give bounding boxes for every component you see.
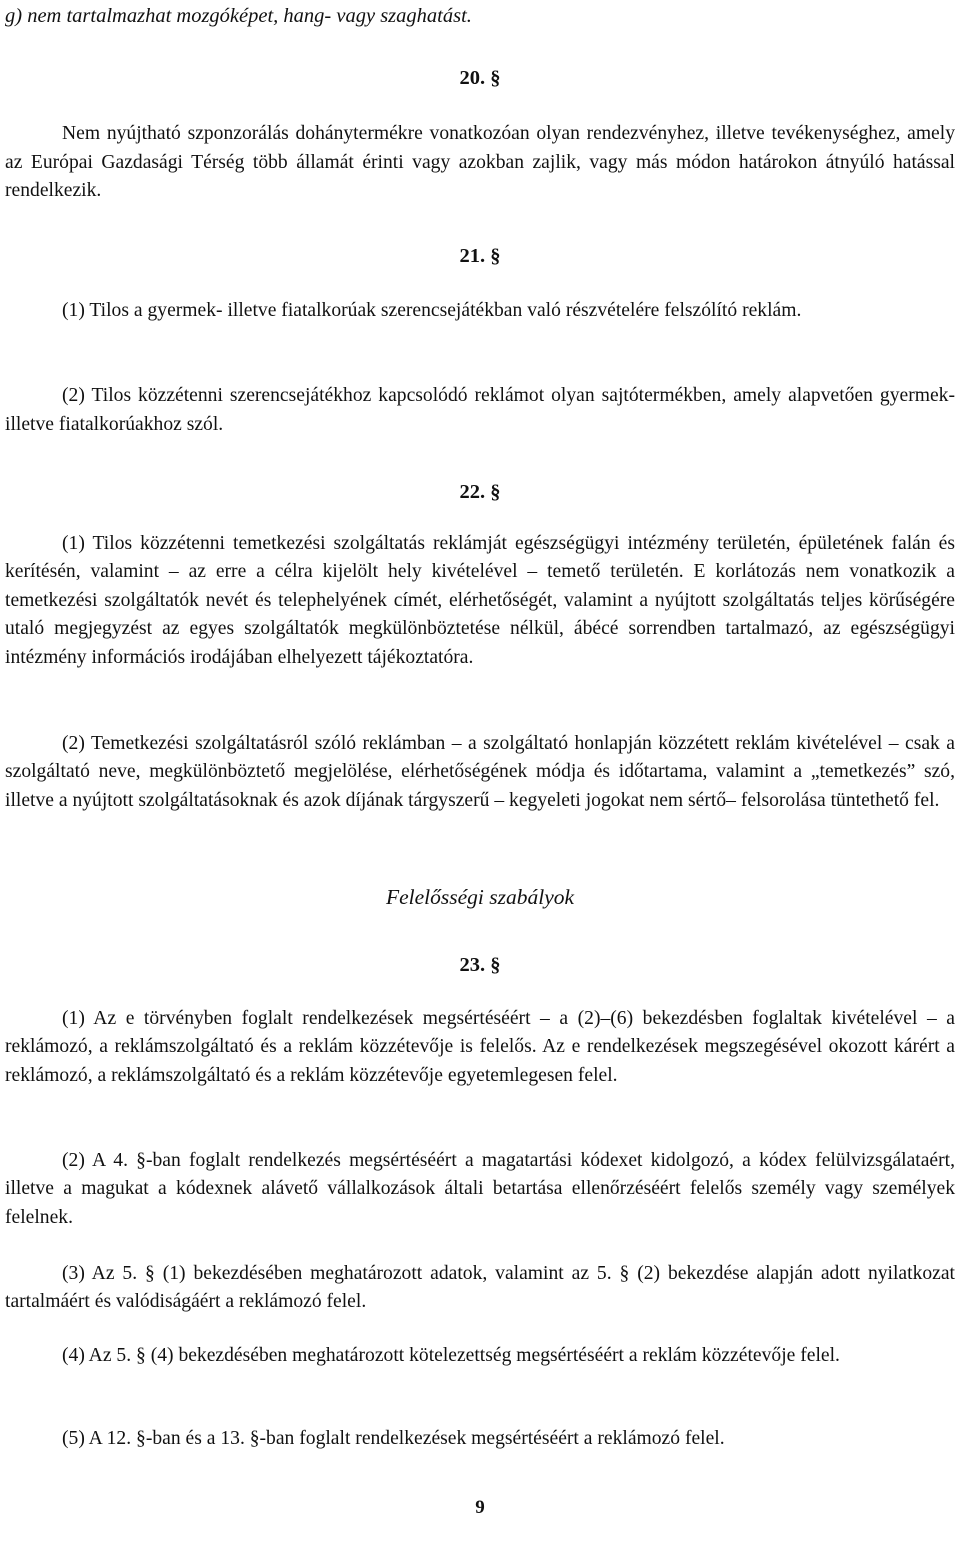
section-heading-21: 21. § [459, 245, 501, 267]
section-23-paragraph-2: (2) A 4. §-ban foglalt rendelkezés megsértéséért a magatartási kódexet kidolgozó, a kódex felülvizsgálataért, illetve a magukat a kódexnek alávető vállalkozások általi betartása ellenőrzéséért felelős személy vagy személyek felelnek. [5, 1150, 955, 1228]
section-21-paragraph-1: (1) Tilos a gyermek- illetve fiatalkorúak szerencsejátékban való részvételére felszólító reklám. [62, 300, 802, 321]
section-23-paragraph-3: (3) Az 5. § (1) bekezdésében meghatározott adatok, valamint az 5. § (2) bekezdése alapján adott nyilatkozat tartalmáért és valódiságáért a reklámozó felel. [5, 1263, 955, 1313]
section-23-paragraph-4: (4) Az 5. § (4) bekezdésében meghatározott kötelezettség megsértéséért a reklám közzétevője felel. [62, 1345, 840, 1366]
section-22-paragraph-2: (2) Temetkezési szolgáltatásról szóló reklámban – a szolgáltató honlapján közzétett reklám kivételével – csak a szolgáltató neve, megkülönböztető megjelölése, elérhetőségének módja és időtartama, valamint a „temetkezés” szó, illetve a nyújtott szolgáltatásoknak és azok díjának tárgyszerű – kegyeleti jogokat nem sértő– felsorolása tüntethető fel. [5, 733, 955, 811]
section-heading-22: 22. § [459, 481, 501, 503]
section-23-paragraph-5: (5) A 12. §-ban és a 13. §-ban foglalt rendelkezések megsértéséért a reklámozó felel. [62, 1428, 725, 1449]
section-21-paragraph-2: (2) Tilos közzétenni szerencsejátékhoz kapcsolódó reklámot olyan sajtótermékben, amely alapvetően gyermek- illetve fiatalkorúakhoz szól. [5, 385, 955, 435]
subsection-title: Felelősségi szabályok [385, 885, 575, 909]
section-22-paragraph-1: (1) Tilos közzétenni temetkezési szolgáltatás reklámját egészségügyi intézmény területén, épületének falán és kerítésén, valamint – az erre a célra kijelölt hely kivételével – temető területén. E korlátozás nem vonatkozik a temetkezési szolgáltatók nevét és telephelyének címét, elérhetőségét, valamint a nyújtott szolgáltatás teljes körűségére utaló megjegyzést az egyes szolgáltatók megkülönböztetése nélkül, ábécé sorrendben tartalmazó, az egészségügyi intézmény információs irodájában elhelyezett tájékoztatóra. [5, 533, 955, 668]
section-heading-23: 23. § [459, 954, 501, 976]
list-item-g: g) nem tartalmazhat mozgóképet, hang- vagy szaghatást. [5, 5, 472, 27]
section-23-paragraph-1: (1) Az e törvényben foglalt rendelkezések megsértéséért – a (2)–(6) bekezdésben foglaltak kivételével – a reklámozó, a reklámszolgáltató és a reklám közzétevője is felelős. Az e rendelkezések megszegésével okozott kárért a reklámozó, a reklámszolgáltató és a reklám közzétevője egyetemlegesen felel. [5, 1008, 955, 1086]
page-number: 9 [475, 1497, 485, 1518]
section-20-paragraph: Nem nyújtható szponzorálás dohánytermékre vonatkozóan olyan rendezvényhez, illetve tevékenységhez, amely az Európai Gazdasági Térség több államát érinti vagy azokban zajlik, vagy más módon határokon átnyúló hatással rendelkezik. [5, 123, 955, 202]
section-heading-20: 20. § [459, 67, 501, 89]
